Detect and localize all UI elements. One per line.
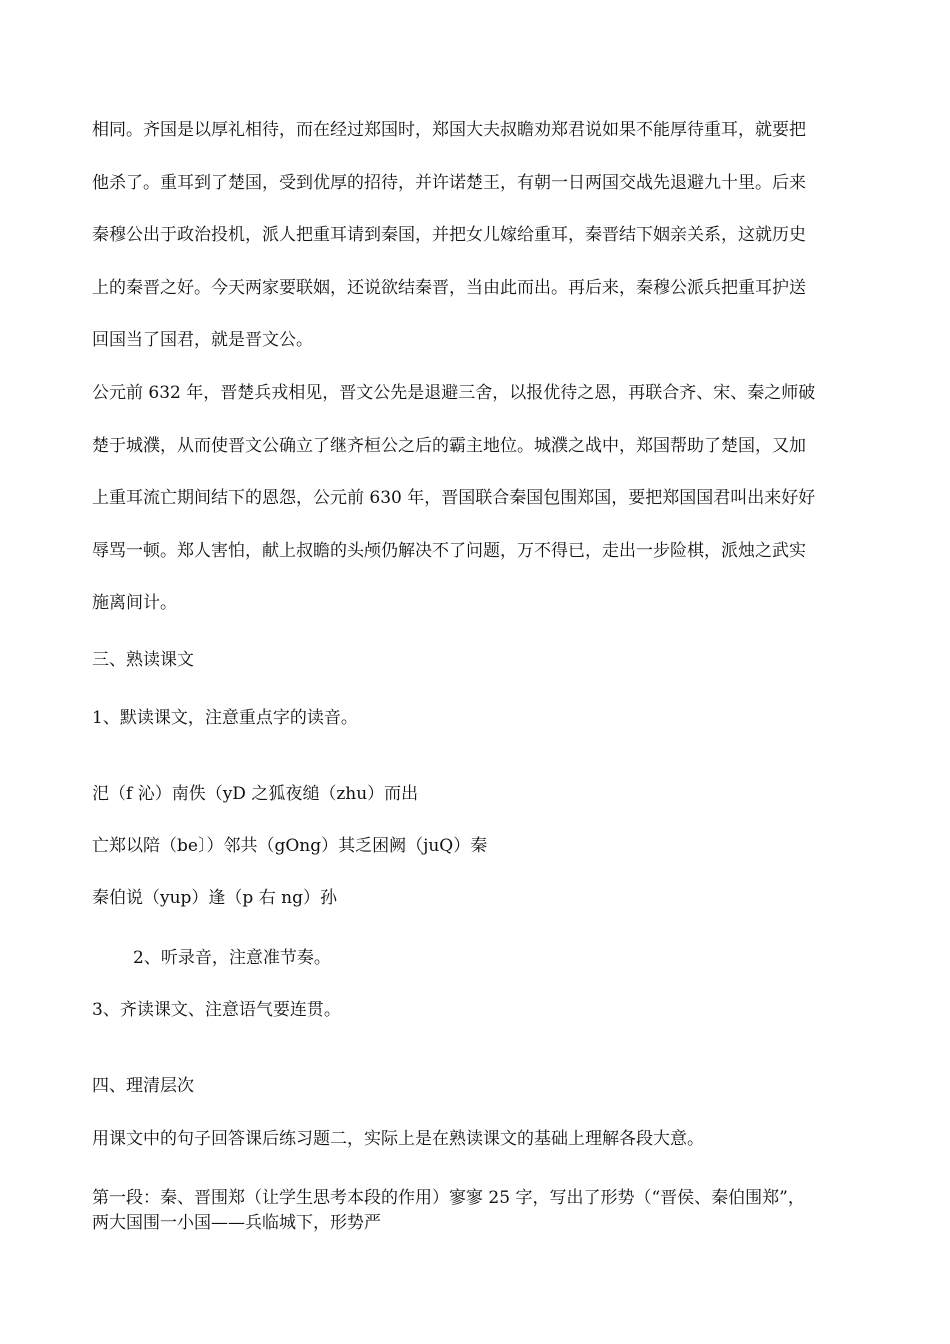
- history-paragraph-2: [92, 367, 872, 630]
- text-line: 公元前 632 年，晋楚兵戎相见，晋文公先是退避三舍，以报优待之恩，再联合齐、宋、秦之师破: [92, 383, 816, 403]
- pinyin-line: 汜（f 沁）南佚（yD 之狐夜缒（zhu）而出: [92, 784, 419, 804]
- section-3-item-1: 1、默读课文，注意重点字的读音。: [92, 708, 358, 728]
- text-line: 秦穆公出于政治投机，派人把重耳请到秦国，并把女儿嫁给重耳，秦晋结下姻亲关系，这就历史: [92, 225, 806, 246]
- section-3-item-2: 2、听录音，注意准节奏。: [133, 948, 331, 968]
- section-3-heading: 三、熟读课文: [92, 650, 194, 670]
- section-3-item-3: 3、齐读课文、注意语气要连贯。: [92, 1000, 341, 1020]
- text-line: 两大国围一小国——兵临城下，形势严: [92, 1213, 381, 1233]
- section-4-heading: 四、理清层次: [92, 1076, 194, 1096]
- text-line: 第一段：秦、晋围郑（让学生思考本段的作用）寥寥 25 字，写出了形势（“晋侯、秦伯围郑”，: [92, 1188, 805, 1208]
- pinyin-line: 亡郑以陪（be〕）邻共（gOng）其乏困阙（juQ）秦: [92, 836, 488, 856]
- text-line: 相同。齐国是以厚礼相待，而在经过郑国时，郑国大夫叔瞻劝郑君说如果不能厚待重耳，就要把: [92, 120, 806, 140]
- section-4-paragraph: [92, 1186, 872, 1236]
- section-4-intro: 用课文中的句子回答课后练习题二，实际上是在熟读课文的基础上理解各段大意。: [92, 1129, 704, 1149]
- text-line: 辱骂一顿。郑人害怕，献上叔瞻的头颅仍解决不了问题，万不得已，走出一步险棋，派烛之武实: [92, 540, 806, 561]
- history-paragraph-1: [92, 104, 872, 367]
- text-line: 他杀了。重耳到了楚国，受到优厚的招待，并许诺楚王，有朝一日两国交战先退避九十里。后来: [92, 172, 806, 193]
- text-line: 上的秦晋之好。今天两家要联姻，还说欲结秦晋，当由此而出。再后来，秦穆公派兵把重耳护送: [92, 277, 806, 298]
- text-line: 楚于城濮，从而使晋文公确立了继齐桓公之后的霸主地位。城濮之战中，郑国帮助了楚国，又加: [92, 435, 806, 456]
- text-line: 回国当了国君，就是晋文公。: [92, 330, 313, 351]
- pinyin-line: 秦伯说（yup）逢（p 右 ng）孙: [92, 888, 337, 908]
- text-line: 施离间计。: [92, 593, 177, 614]
- text-line: 上重耳流亡期间结下的恩怨，公元前 630 年，晋国联合秦国包围郑国，要把郑国国君叫出来好好: [92, 488, 816, 509]
